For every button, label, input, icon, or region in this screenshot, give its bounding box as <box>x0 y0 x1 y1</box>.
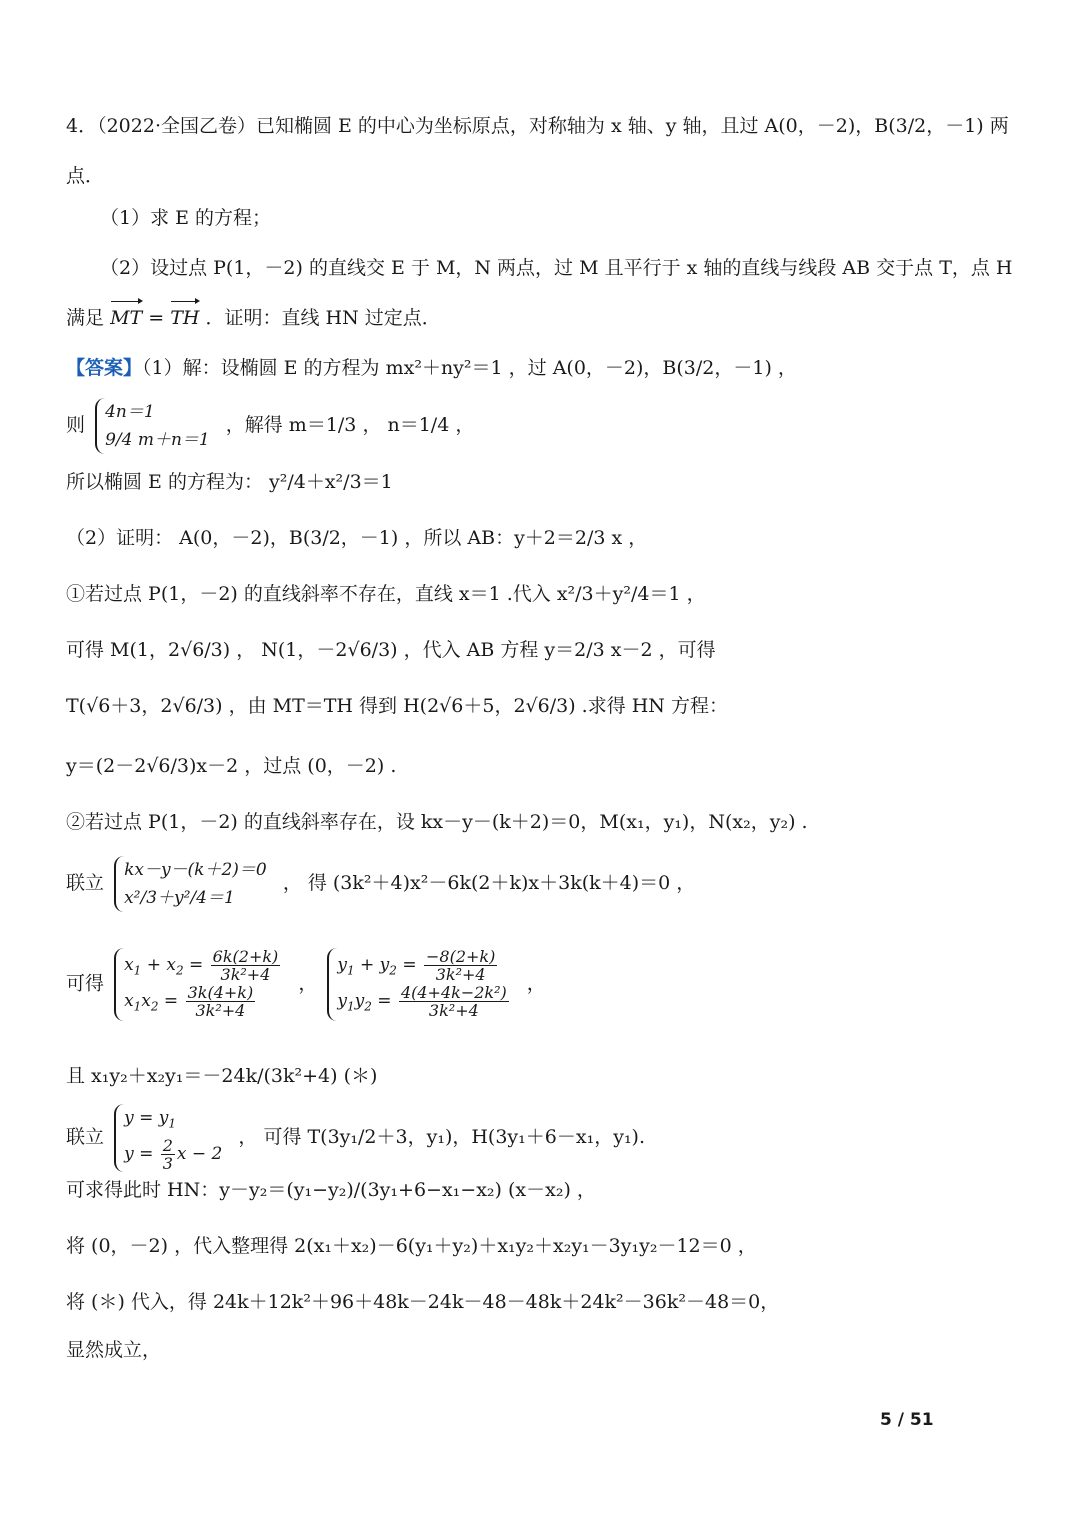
answer-text: ②若过点 P(1，－2) 的直线斜率存在，设 kx－y－(k＋2)＝0，M(x₁，y₁)，N(x₂，y₂) . <box>66 811 808 833</box>
answer-tag: 【答案】 <box>66 357 143 379</box>
question-2-line-2 <box>66 304 441 332</box>
answer-text: ，解得 m＝1/3 ， n＝1/4 ， <box>225 414 475 436</box>
answer-text: 则 <box>66 414 86 436</box>
proof-line-4 <box>66 692 728 720</box>
proof-line-3 <box>66 636 716 664</box>
page-number: 5 / 51 <box>880 1410 934 1430</box>
problem-line-1 <box>66 112 1009 140</box>
proof-line-13 <box>66 1288 779 1316</box>
proof-line-11 <box>66 1176 596 1204</box>
answer-text: ， 可得 T(3y₁/2＋3，y₁)，H(3y₁＋6－x₁，y₁). <box>238 1126 646 1149</box>
problem-line-2 <box>66 162 104 190</box>
answer-text: 将 (＊) 代入，得 24k＋12k²＋96＋48k－24k－48－48k＋24k²－36k²－48＝0， <box>66 1291 780 1313</box>
proof-line-10 <box>66 1104 645 1172</box>
equation-system <box>95 398 216 454</box>
question-text: （2）设过点 P(1，－2) 的直线交 E 于 M，N 两点，过 M 且平行于 x 轴的直线与线段 AB 交于点 T，点 H <box>100 257 1013 279</box>
proof-line-8: 可得 $x_1 + x_2$ = $\frac{6k(2+k)}{\text{3k²+4}}$ $x_1x_2$ = $\frac{3k(4+k)}{\text{3k²+4}}$ ， $y_1 + y_2$ = $\frac{-8(2+k)}{\text{3k²+4}}$ $y_1y_2$ = $\frac{\text{4(4+4k−2k²)}}{\text{3k²+4}}$ ， <box>66 947 546 1021</box>
answer-line-3 <box>66 468 393 496</box>
proof-line-5 <box>66 752 396 780</box>
answer-line-1 <box>66 354 797 382</box>
question-text: ．证明：直线 HN 过定点． <box>205 307 441 329</box>
proof-line-7 <box>66 856 695 912</box>
question-text: （1）求 E 的方程； <box>100 207 272 229</box>
proof-line-12 <box>66 1232 757 1260</box>
vieta-system-y: $y_1 + y_2$ = $\frac{-8(2+k)}{\text{3k²+4}}$ $y_1y_2$ = $\frac{\text{4(4+4k−2k²)}}{\text{3k²+4}}$ <box>327 948 516 1021</box>
proof-line-14 <box>66 1336 161 1364</box>
answer-text: 联立 <box>66 1126 105 1149</box>
problem-text: 4．（2022·全国乙卷）已知椭圆 E 的中心为坐标原点，对称轴为 x 轴、y 轴，且过 A(0，－2)，B(3/2，－1) 两 <box>66 115 1009 137</box>
answer-text: 显然成立， <box>66 1339 162 1361</box>
vector-equation: MT = TH <box>110 307 205 329</box>
question-text: 满足 <box>66 307 105 329</box>
problem-text: 点． <box>66 165 105 187</box>
answer-text: 将 (0，－2) ，代入整理得 2(x₁＋x₂)－6(y₁＋y₂)＋x₁y₂＋x₂y₁－3y₁y₂－12＝0 ， <box>66 1235 757 1257</box>
proof-line-9 <box>66 1062 377 1090</box>
answer-text: （1）解：设椭圆 E 的方程为 mx²＋ny²＝1 ，过 A(0，－2)，B(3/2，－1) ， <box>142 357 797 379</box>
question-1 <box>100 204 271 232</box>
system-row: kx－y－(k＋2)＝0 <box>124 860 267 880</box>
answer-text: T(√6＋3，2√6/3) ，由 MT＝TH 得到 H(2√6＋5，2√6/3) .求得 HN 方程： <box>66 695 728 717</box>
equation-system <box>114 856 273 912</box>
answer-text: （2）证明： A(0，－2)，B(3/2，－1) ，所以 AB：y＋2＝2/3 x ， <box>66 527 648 549</box>
answer-text: 联立 <box>66 872 105 894</box>
answer-text: ①若过点 P(1，－2) 的直线斜率不存在，直线 x＝1 .代入 x²/3＋y²/4＝1 ， <box>66 583 706 605</box>
answer-text: 且 x₁y₂＋x₂y₁＝－24k/(3k²+4) (＊) <box>66 1065 378 1087</box>
proof-line-2 <box>66 580 706 608</box>
equation-system: $y = y_1$ y = $\frac{2}{3}$ x − 2 <box>114 1104 228 1172</box>
proof-line-6 <box>66 808 808 836</box>
system-row: 4n＝1 <box>105 402 155 422</box>
answer-text: 所以椭圆 E 的方程为： y²/4＋x²/3＝1 <box>66 471 393 493</box>
answer-line-2 <box>66 398 474 454</box>
question-2-line-1 <box>100 254 1012 282</box>
vieta-system-x: $x_1 + x_2$ = $\frac{6k(2+k)}{\text{3k²+4}}$ $x_1x_2$ = $\frac{3k(4+k)}{\text{3k²+4}}$ <box>114 948 288 1021</box>
proof-line-1 <box>66 524 647 552</box>
answer-text: 可求得此时 HN：y－y₂＝(y₁−y₂)/(3y₁+6−x₁−x₂) (x－x₂) ， <box>66 1179 596 1201</box>
system-row: x²/3＋y²/4＝1 <box>124 888 235 908</box>
system-row: 9/4 m＋n＝1 <box>105 430 210 450</box>
answer-text: 可得 M(1，2√6/3) ， N(1，－2√6/3) ，代入 AB 方程 y＝2/3 x－2 ，可得 <box>66 639 716 661</box>
answer-text: 可得 <box>66 972 105 995</box>
answer-text: y＝(2－2√6/3)x－2 ，过点 (0，－2) . <box>66 755 397 777</box>
answer-text: ， 得 (3k²＋4)x²－6k(2＋k)x＋3k(k＋4)＝0 ， <box>282 872 696 894</box>
